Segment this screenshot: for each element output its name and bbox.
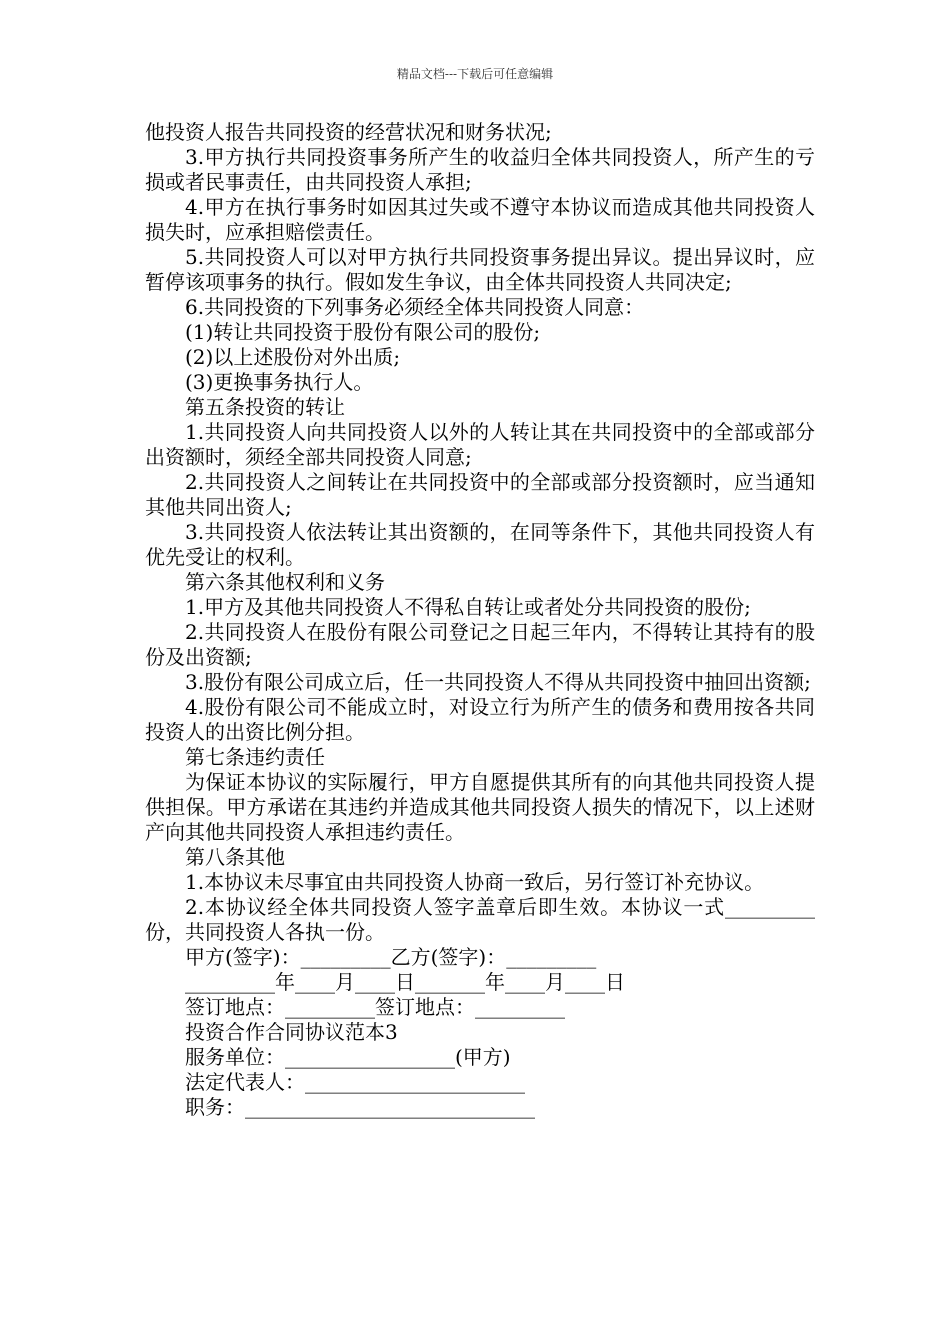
paragraph: 2.共同投资人之间转让在共同投资中的全部或部分投资额时，应当通知其他共同出资人;: [145, 470, 815, 519]
page-header: 精品文档---下载后可任意编辑: [396, 67, 554, 81]
section-heading: 第八条其他: [185, 845, 285, 869]
section-heading: 第五条投资的转让: [185, 395, 345, 419]
paragraph: 1.甲方及其他共同投资人不得私自转让或者处分共同投资的股份;: [185, 595, 751, 619]
paragraph: 1.共同投资人向共同投资人以外的人转让其在共同投资中的全部或部分出资额时，须经全部共同投资人同意;: [145, 420, 815, 469]
paragraph: (2)以上述股份对外出质;: [185, 345, 401, 369]
paragraph: (3)更换事务执行人。: [185, 370, 374, 394]
paragraph: 4.股份有限公司不能成立时，对设立行为所产生的债务和费用按各共同投资人的出资比例分担。: [145, 695, 815, 744]
document-title: 投资合作合同协议范本3: [185, 1020, 398, 1044]
paragraph: 3.股份有限公司成立后，任一共同投资人不得从共同投资中抽回出资额;: [185, 670, 811, 694]
paragraph: 3.共同投资人依法转让其出资额的，在同等条件下，其他共同投资人有优先受让的权利。: [145, 520, 815, 569]
form-line-position: 职务：_____________________________: [185, 1095, 535, 1119]
date-line: _________年____月____日_______年____月____日: [185, 970, 625, 994]
form-line-legal-representative: 法定代表人：______________________: [185, 1070, 525, 1094]
paragraph: 3.甲方执行共同投资事务所产生的收益归全体共同投资人，所产生的亏损或者民事责任，由共同投资人承担;: [145, 145, 815, 194]
form-line-service-unit: 服务单位：_________________(甲方): [185, 1045, 511, 1069]
paragraph: 4.甲方在执行事务时如因其过失或不遵守本协议而造成其他共同投资人损失时，应承担赔偿责任。: [145, 195, 815, 244]
document-body: [145, 120, 815, 1120]
paragraph: 他投资人报告共同投资的经营状况和财务状况;: [145, 120, 552, 144]
paragraph: 5.共同投资人可以对甲方执行共同投资事务提出异议。提出异议时，应暂停该项事务的执行。假如发生争议，由全体共同投资人共同决定;: [145, 245, 815, 294]
paragraph: 为保证本协议的实际履行，甲方自愿提供其所有的向其他共同投资人提供担保。甲方承诺在其违约并造成其他共同投资人损失的情况下，以上述财产向其他共同投资人承担违约责任。: [145, 770, 815, 844]
paragraph: 2.本协议经全体共同投资人签字盖章后即生效。本协议一式_________份，共同投资人各执一份。: [145, 895, 815, 944]
location-line: 签订地点：_________签订地点：_________: [185, 995, 565, 1019]
paragraph: 1.本协议未尽事宜由共同投资人协商一致后，另行签订补充协议。: [185, 870, 765, 894]
signature-line: 甲方(签字)：_________乙方(签字)：_________: [185, 945, 597, 969]
section-heading: 第七条违约责任: [185, 745, 325, 769]
section-heading: 第六条其他权利和义务: [185, 570, 385, 594]
paragraph: (1)转让共同投资于股份有限公司的股份;: [185, 320, 541, 344]
paragraph: 2.共同投资人在股份有限公司登记之日起三年内，不得转让其持有的股份及出资额;: [145, 620, 815, 669]
paragraph: 6.共同投资的下列事务必须经全体共同投资人同意：: [185, 295, 645, 319]
